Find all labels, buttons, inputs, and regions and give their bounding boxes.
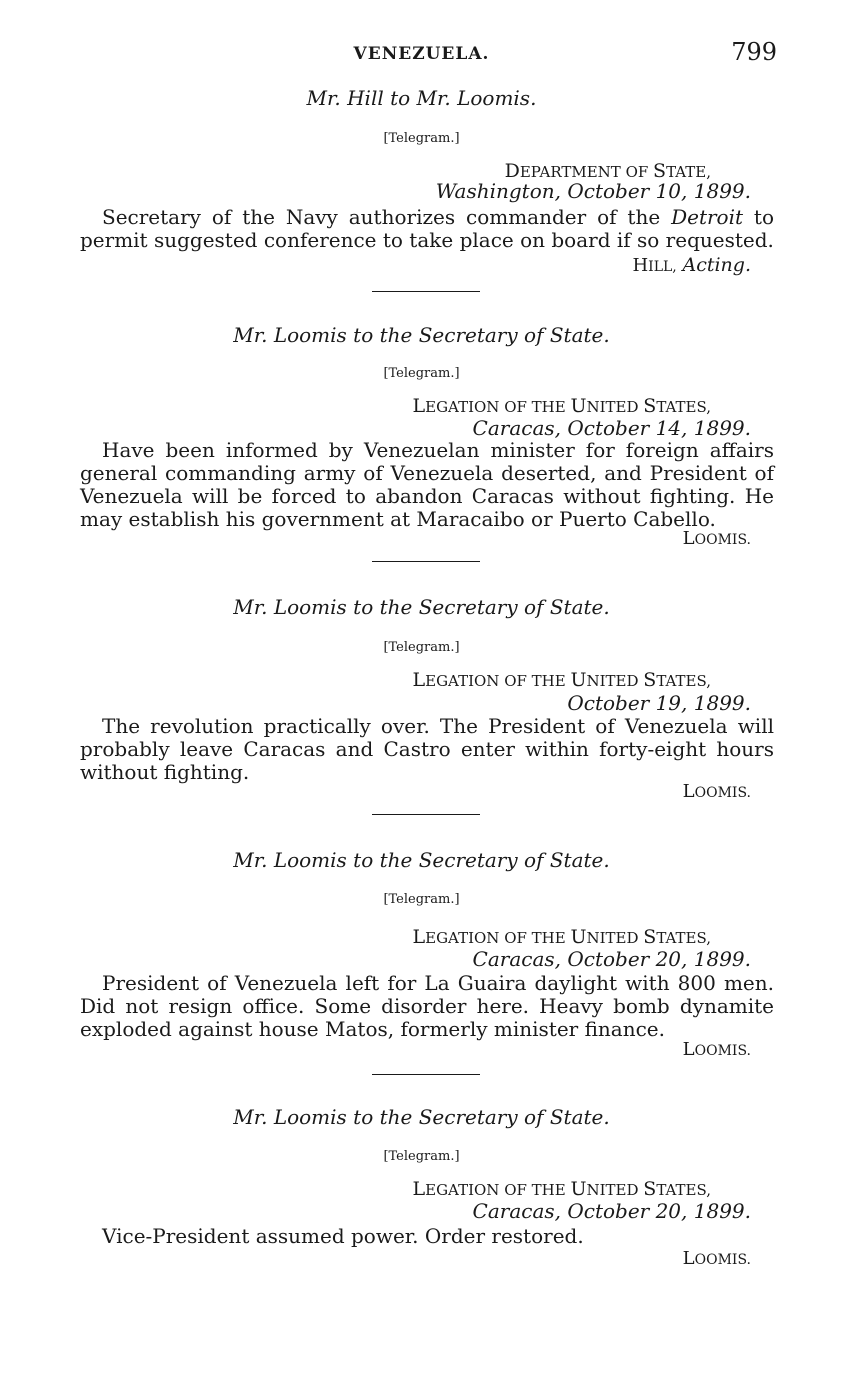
page-number: 799 xyxy=(731,38,777,66)
message-body: The revolution practically over. The President of Venezuela will probably leave Caracas and Castro enter within forty-eight hours without fighting. xyxy=(80,714,774,784)
message-heading: Mr. Loomis to the Secretary of State. xyxy=(233,323,610,347)
section-divider xyxy=(372,291,480,292)
message-body: Vice-President assumed power. Order restored. xyxy=(102,1224,584,1248)
dateline: Caracas, October 20, 1899. xyxy=(472,947,751,971)
dateline: Caracas, October 14, 1899. xyxy=(472,416,751,440)
message-heading: Mr. Loomis to the Secretary of State. xyxy=(233,595,610,619)
dateline: Caracas, October 20, 1899. xyxy=(472,1199,751,1223)
telegram-label: [Telegram.] xyxy=(383,131,460,146)
message-body: Have been informed by Venezuelan minister for foreign affairs general commanding army of Venezuela deserted, and President of Venezuela will be forced to abandon Caracas without fighting. He may establish his government at Maracaibo or Puerto Cabello. xyxy=(80,438,774,531)
message-heading: Mr. Hill to Mr. Loomis. xyxy=(306,86,537,110)
origin-line: LEGATION OF THE UNITED STATES, xyxy=(412,1178,711,1200)
origin-line: DEPARTMENT OF STATE, xyxy=(504,160,711,182)
telegram-label: [Telegram.] xyxy=(383,640,460,655)
section-divider xyxy=(372,814,480,815)
signature: LOOMIS. xyxy=(682,781,751,802)
message-heading: Mr. Loomis to the Secretary of State. xyxy=(233,848,610,872)
origin-line: LEGATION OF THE UNITED STATES, xyxy=(412,395,711,417)
section-divider xyxy=(372,1074,480,1075)
signature: LOOMIS. xyxy=(682,528,751,549)
message-heading: Mr. Loomis to the Secretary of State. xyxy=(233,1105,610,1129)
telegram-label: [Telegram.] xyxy=(383,1149,460,1164)
message-body: President of Venezuela left for La Guaira daylight with 800 men. Did not resign office. Some disorder here. Heavy bomb dynamite exploded against house Matos, formerly minister finance. xyxy=(80,971,774,1041)
signature: LOOMIS. xyxy=(682,1039,751,1060)
dateline: October 19, 1899. xyxy=(567,691,751,715)
message-body: Secretary of the Navy authorizes commander of the Detroit to permit suggested conference to take place on board if so requested. xyxy=(80,205,775,252)
telegram-label: [Telegram.] xyxy=(383,366,460,381)
signature: LOOMIS. xyxy=(682,1248,751,1269)
signature: HILL, Acting. xyxy=(632,254,751,276)
dateline: Washington, October 10, 1899. xyxy=(435,179,751,203)
origin-line: LEGATION OF THE UNITED STATES, xyxy=(412,926,711,948)
origin-line: LEGATION OF THE UNITED STATES, xyxy=(412,669,711,691)
section-divider xyxy=(372,561,480,562)
telegram-label: [Telegram.] xyxy=(383,892,460,907)
running-header: VENEZUELA. xyxy=(353,44,490,64)
